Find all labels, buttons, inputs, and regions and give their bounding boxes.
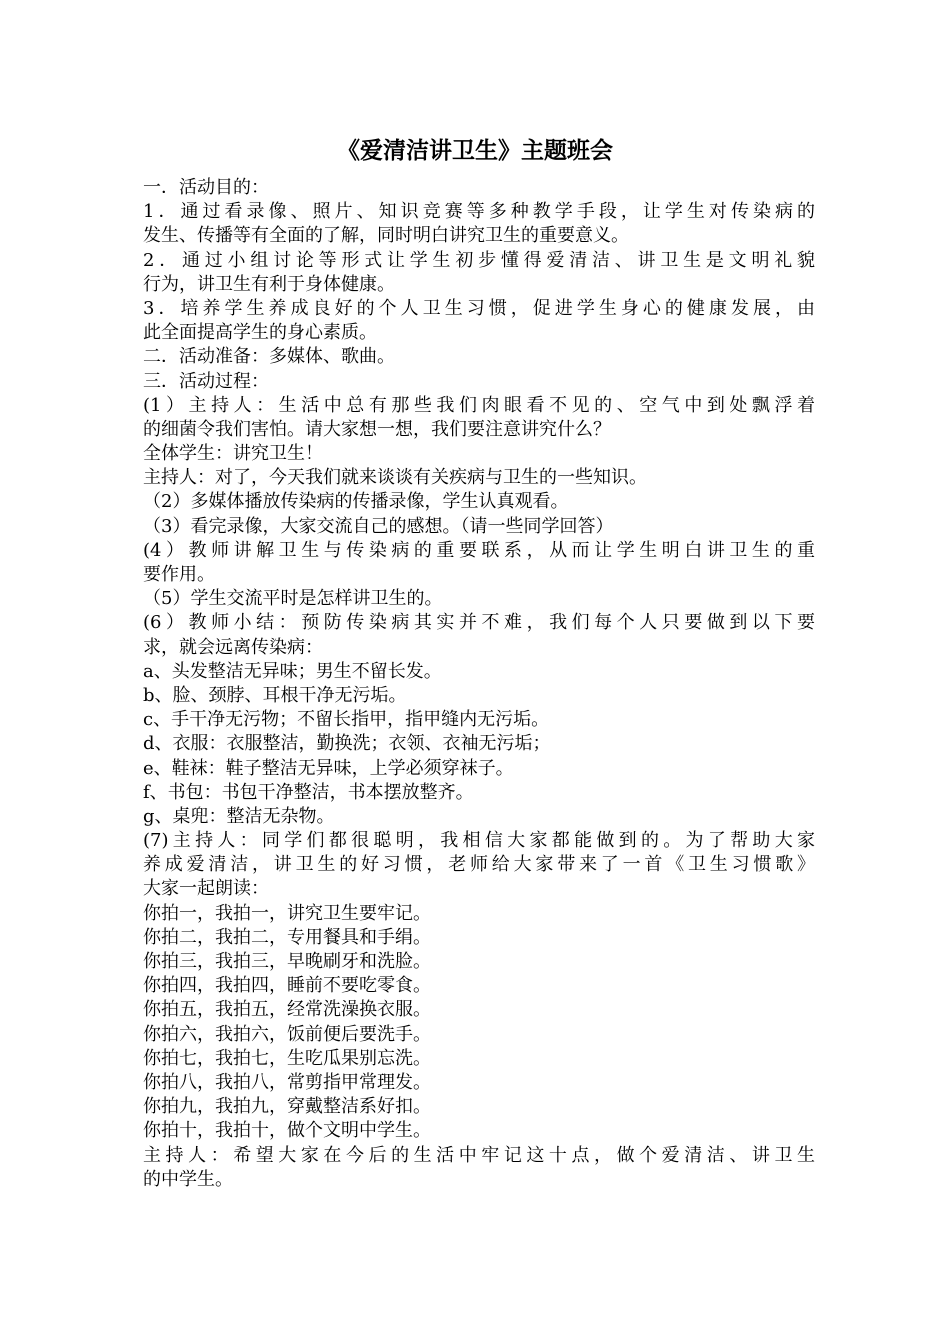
paragraph-line: 的中学生。 [143, 1168, 233, 1190]
rhyme-line: 你拍八，我拍八，常剪指甲常理发。 [143, 1071, 431, 1093]
paragraph-line: 大家一起朗读： [143, 878, 269, 900]
section-heading-process: 三．活动过程： [143, 370, 269, 392]
paragraph-line: 求，就会远离传染病： [143, 636, 323, 658]
paragraph-line: (7)主持人：同学们都很聪明，我相信大家都能做到的。为了帮助大家 [143, 830, 815, 852]
rhyme-line: 你拍四，我拍四，睡前不要吃零食。 [143, 975, 431, 997]
section-heading-preparation: 二．活动准备：多媒体、歌曲。 [143, 346, 395, 368]
list-item: f、书包：书包干净整洁，书本摆放整齐。 [143, 781, 474, 803]
paragraph-line: (4）教师讲解卫生与传染病的重要联系，从而让学生明白讲卫生的重 [143, 539, 815, 561]
paragraph-line: 全体学生：讲究卫生！ [143, 443, 323, 465]
section-heading-purpose: 一．活动目的： [143, 177, 269, 198]
rhyme-line: 你拍九，我拍九，穿戴整洁系好扣。 [143, 1096, 431, 1118]
paragraph-line: 的细菌令我们害怕。请大家想一想，我们要注意讲究什么？ [143, 418, 611, 440]
rhyme-line: 你拍六，我拍六，饭前便后要洗手。 [143, 1023, 431, 1045]
paragraph-line: 此全面提高学生的身心素质。 [143, 322, 377, 344]
paragraph-line: 3．培养学生养成良好的个人卫生习惯，促进学生身心的健康发展，由 [143, 297, 815, 319]
paragraph-line: (1）主持人：生活中总有那些我们肉眼看不见的、空气中到处飘浮着 [143, 394, 815, 416]
list-item: e、鞋袜：鞋子整洁无异味，上学必须穿袜子。 [143, 757, 514, 779]
paragraph-line: 养成爱清洁，讲卫生的好习惯，老师给大家带来了一首《卫生习惯歌》 [143, 854, 815, 876]
rhyme-line: 你拍五，我拍五，经常洗澡换衣服。 [143, 999, 431, 1021]
document-body [143, 176, 815, 1192]
paragraph-line: (6）教师小结：预防传染病其实并不难，我们每个人只要做到以下要 [143, 612, 815, 634]
rhyme-line: 你拍三，我拍三，早晚刷牙和洗脸。 [143, 951, 431, 972]
paragraph-line: 行为，讲卫生有利于身体健康。 [143, 273, 395, 295]
list-item: c、手干净无污物；不留长指甲，指甲缝内无污垢。 [143, 709, 550, 731]
list-item: b、脸、颈脖、耳根干净无污垢。 [143, 684, 407, 706]
paragraph-line: （3）看完录像，大家交流自己的感想。（请一些同学回答） [143, 515, 614, 537]
paragraph-line: 2．通过小组讨论等形式让学生初步懂得爱清洁、讲卫生是文明礼貌 [143, 249, 815, 271]
rhyme-line: 你拍一，我拍一，讲究卫生要牢记。 [143, 902, 431, 924]
document-title: 《爱清洁讲卫生》主题班会 [337, 137, 613, 164]
paragraph-line: 要作用。 [143, 564, 215, 585]
rhyme-line: 你拍二，我拍二，专用餐具和手绢。 [143, 926, 431, 948]
paragraph-line: （2）多媒体播放传染病的传播录像，学生认真观看。 [143, 491, 569, 513]
list-item: a、头发整洁无异味；男生不留长发。 [143, 660, 442, 682]
list-item: d、衣服：衣服整洁，勤换洗；衣领、衣袖无污垢； [143, 733, 551, 755]
paragraph-line: （5）学生交流平时是怎样讲卫生的。 [143, 588, 443, 610]
paragraph-line: 发生、传播等有全面的了解，同时明白讲究卫生的重要意义。 [143, 225, 629, 247]
paragraph-line: 主持人：对了，今天我们就来谈谈有关疾病与卫生的一些知识。 [143, 467, 647, 489]
rhyme-line: 你拍十，我拍十，做个文明中学生。 [143, 1120, 431, 1142]
paragraph-line: 1．通过看录像、照片、知识竞赛等多种教学手段，让学生对传染病的 [143, 201, 815, 223]
list-item: g、桌兜：整洁无杂物。 [143, 805, 335, 827]
rhyme-line: 你拍七，我拍七，生吃瓜果别忘洗。 [143, 1047, 431, 1069]
paragraph-line: 主持人：希望大家在今后的生活中牢记这十点，做个爱清洁、讲卫生 [143, 1144, 815, 1166]
